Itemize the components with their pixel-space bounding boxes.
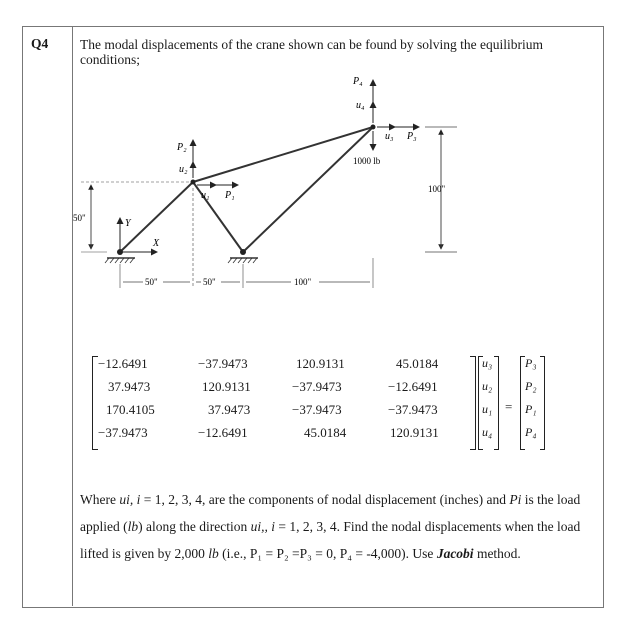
matrix-row: 170.4105 37.9473 −37.9473 −37.9473 <box>106 402 438 417</box>
dim-100-right: 100" <box>428 184 446 194</box>
u1-label: u₁ <box>201 190 210 201</box>
question-paragraph: Where ui, i = 1, 2, 3, 4, are the components of nodal displacement (inches) and Pi is the load applied (lb) along the direction ui,, i = 1, 2, 3, 4. Find the nodal displacements when the load lifted is given by 2,000 lb (i.e., P₁ = P₂ =P₃ = 0, P₄ = -4,000). Use Jacobi method. <box>80 492 581 561</box>
p4-label: P₄ <box>353 76 363 87</box>
truss-member <box>243 127 373 252</box>
dim-50-b: 50" <box>203 277 216 287</box>
matrix-row: 37.9473 120.9131 −37.9473 −12.6491 <box>108 379 438 394</box>
truss-member <box>193 127 373 182</box>
matrix-right-bracket <box>470 356 476 450</box>
p1-label: P₁ <box>225 190 235 201</box>
question-number-column <box>22 26 73 606</box>
question-intro: The modal displacements of the crane shown can be found by solving the equilibrium conditions; <box>80 37 544 67</box>
rhs-vector: P₃ P₂ P₁ P₄ <box>525 356 537 439</box>
unknown-vector-right-bracket <box>494 356 499 450</box>
axis-y-label: Y <box>125 218 131 229</box>
question-label: Q4 <box>31 36 49 51</box>
matrix-row: −12.6491 −37.9473 120.9131 45.0184 <box>98 356 439 371</box>
u3-label: u₃ <box>385 131 394 142</box>
crane-truss-figure <box>73 68 473 298</box>
coefficient-matrix <box>98 352 470 444</box>
equals-sign: = <box>505 399 513 414</box>
dim-100-bottom: 100" <box>294 277 312 287</box>
matrix-row: −37.9473 −12.6491 45.0184 120.9131 <box>98 425 439 440</box>
p3-label: P₃ <box>407 131 417 142</box>
u4-label: u₄ <box>356 100 365 111</box>
question-body <box>80 486 592 567</box>
dim-50-a: 50" <box>145 277 158 287</box>
unknown-vector: u₃ u₂ u₁ u₄ <box>482 356 493 439</box>
load-label: 1000 lb <box>353 156 381 166</box>
axis-x-label: X <box>153 238 160 249</box>
dim-50-left: 50" <box>73 213 86 223</box>
u2-label: u₂ <box>179 164 188 175</box>
p2-label: P₂ <box>177 142 187 153</box>
rhs-vector-right-bracket <box>540 356 545 450</box>
